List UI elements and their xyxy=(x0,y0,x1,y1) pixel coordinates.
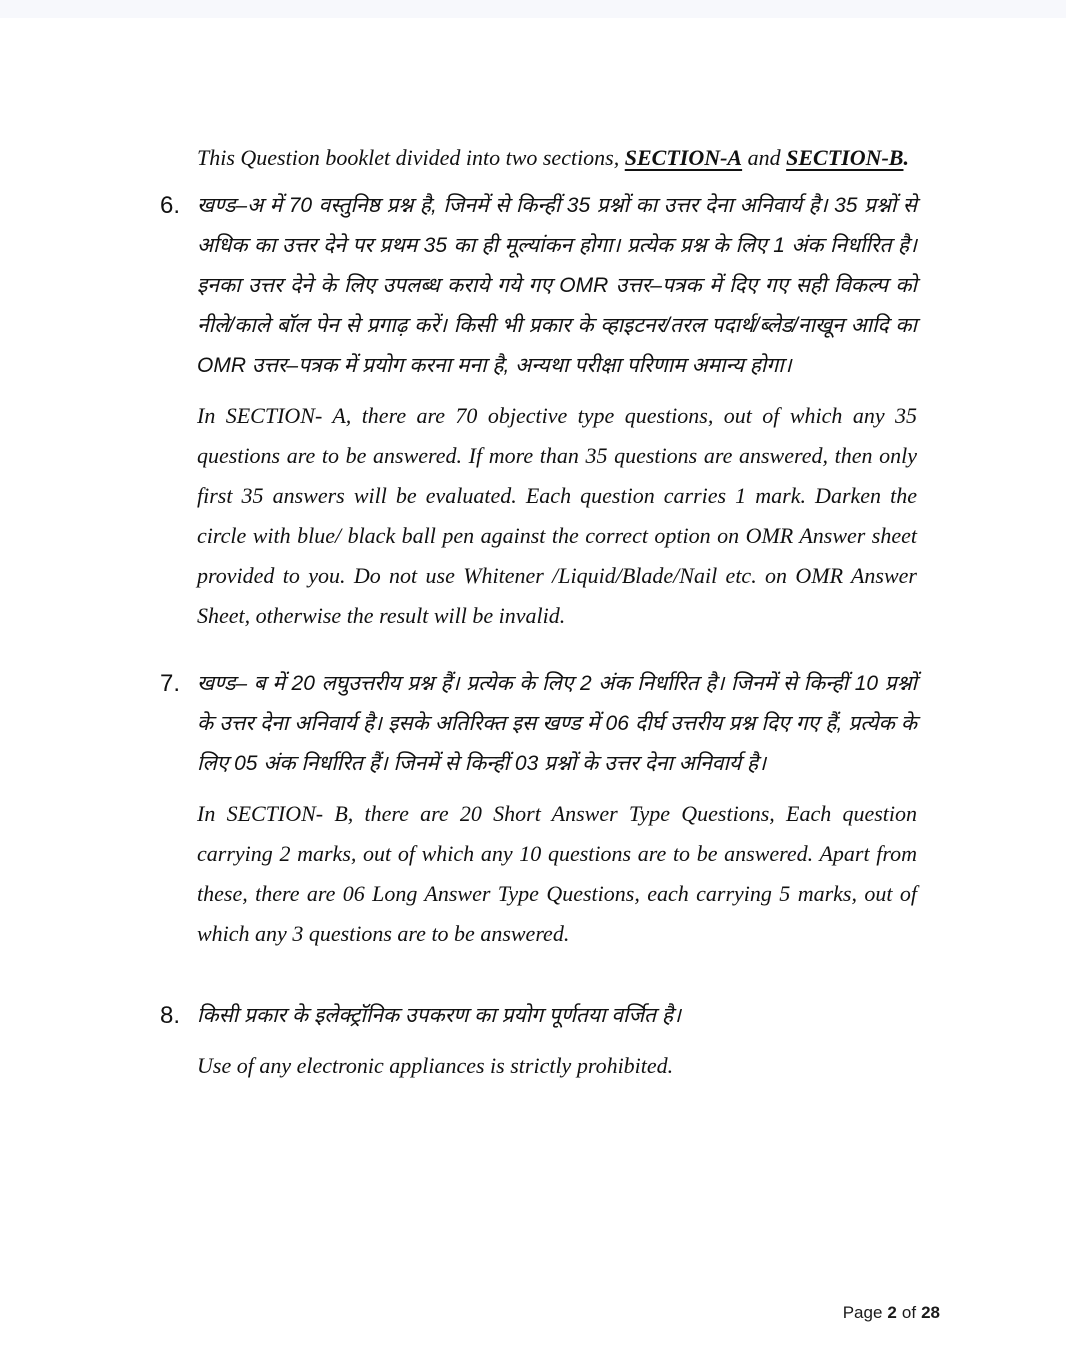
intro-paragraph xyxy=(197,140,917,176)
document-page xyxy=(0,18,1066,1086)
section-b-reference: SECTION-B xyxy=(786,145,904,170)
section-a-reference: SECTION-A xyxy=(624,145,743,170)
intro-period: . xyxy=(903,145,909,170)
item-7-hindi-text: खण्ड– ब में 20 लघुउत्तरीय प्रश्न हैं। प्रत्येक के लिए 2 अंक निर्धारित है। जिनमें से किन्हीं 10 प्रश्नों के उत्तर देना अनिवार्य है। इसके अतिरिक्त इस खण्ड में 06 दीर्घ उत्तरीय प्रश्न दिए गए हैं, प्रत्येक के लिए 05 अंक निर्धारित हैं। जिनमें से किन्हीं 03 प्रश्नों के उत्तर देना अनिवार्य है। xyxy=(197,672,917,775)
item-8-body xyxy=(197,996,917,1086)
item-6-hindi-text: खण्ड–अ में 70 वस्तुनिष्ठ प्रश्न है, जिनमें से किन्हीं 35 प्रश्नों का उत्तर देना अनिवार्य है। 35 प्रश्नों से अधिक का उत्तर देने पर प्रथम 35 का ही मूल्यांकन होगा। प्रत्येक प्रश्न के लिए 1 अंक निर्धारित है। इनका उत्तर देने के लिए उपलब्ध कराये गये गए OMR उत्तर–पत्रक में दिए गए सही विकल्प को नीले/काले बॉल पेन से प्रगाढ़ करें। किसी भी प्रकार के व्हाइटनर/तरल पदार्थ/ब्लेड/नाखून आदि का OMR उत्तर–पत्रक में प्रयोग करना मना है, अन्यथा परीक्षा परिणाम अमान्य होगा। xyxy=(197,194,917,377)
footer-current-page: 2 xyxy=(887,1303,897,1322)
item-7-english-text: In SECTION- B, there are 20 Short Answer Type Questions, Each question carrying 2 marks, out of which any 10 questions are to be answered. Apart from these, there are 06 Long Answer Type Questions, each carrying 5 marks, out of which any 3 questions are to be answered. xyxy=(197,801,917,946)
item-6-body xyxy=(197,186,917,636)
item-7-body xyxy=(197,664,917,954)
item-8-number: 8. xyxy=(160,1002,181,1029)
footer-page-label: Page xyxy=(842,1303,883,1322)
instruction-item-8 xyxy=(160,996,917,1086)
top-strip xyxy=(0,0,1066,18)
intro-and-text: and xyxy=(742,145,787,170)
footer-total-pages: 28 xyxy=(921,1303,940,1322)
item-7-number: 7. xyxy=(160,670,181,697)
instruction-item-6 xyxy=(160,186,917,636)
instruction-list xyxy=(160,186,917,1086)
item-6-number: 6. xyxy=(160,192,181,219)
footer-of-label: of xyxy=(901,1303,917,1322)
item-8-english-text: Use of any electronic appliances is strictly prohibited. xyxy=(197,1053,674,1078)
page-footer xyxy=(843,1303,940,1323)
item-6-english-text: In SECTION- A, there are 70 objective type questions, out of which any 35 questions are to be answered. If more than 35 questions are answered, then only first 35 answers will be evaluated. Each question carries 1 mark. Darken the circle with blue/ black ball pen against the correct option on OMR Answer sheet provided to you. Do not use Whitener /Liquid/Blade/Nail etc. on OMR Answer Sheet, otherwise the result will be invalid. xyxy=(197,403,917,628)
instruction-item-7 xyxy=(160,664,917,954)
item-8-hindi-text: किसी प्रकार के इलेक्ट्रॉनिक उपकरण का प्रयोग पूर्णतया वर्जित है। xyxy=(197,1004,681,1027)
intro-text-before: This Question booklet divided into two sections, xyxy=(197,145,625,170)
